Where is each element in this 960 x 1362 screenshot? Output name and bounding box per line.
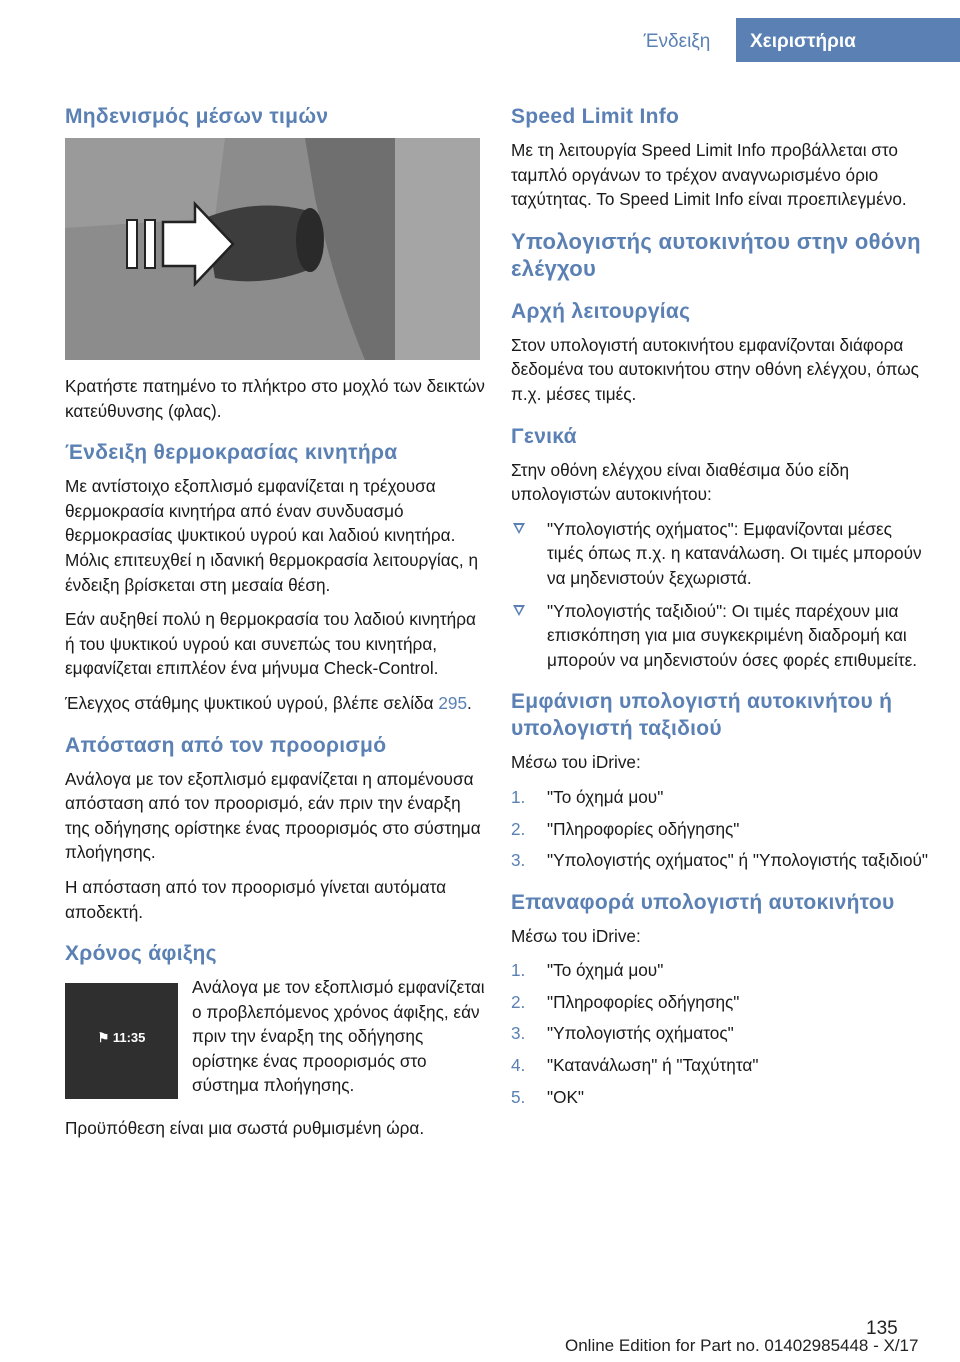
instruction-text: Κρατήστε πατημένο το πλήκτρο στο μοχλό των δεικτών κατεύθυνσης (φλας).: [65, 376, 485, 421]
list-item: "Υπολογιστής ταξιδιού": Οι τιμές παρέχουν μια επισκόπηση για μια συγκεκριμένη διαδρομή και μπορούν να μηδενιστούν όσες φορές επιθυμείτε.: [511, 599, 931, 673]
heading-reset-averages: Μηδενισμός μέσων τιμών: [65, 105, 329, 128]
list-item: 2. "Πληροφορίες οδήγησης": [511, 818, 740, 839]
list-item: 1. "Το όχημά μου": [511, 786, 664, 807]
list-item: 4. "Κατανάλωση" ή "Ταχύτητα": [511, 1055, 759, 1076]
heading-reset-computer: Επαναφορά υπολογιστή αυτοκινήτου: [511, 890, 895, 914]
page-link-295[interactable]: 295: [438, 692, 468, 713]
triangle-bullet-icon: [513, 523, 525, 534]
computer-types-list: [511, 517, 931, 673]
list-item: 2. "Πληροφορίες οδήγησης": [511, 991, 740, 1012]
principle-text: Στον υπολογιστή αυτοκινήτου εμφανίζονται διάφορα δεδομένα του αυτοκινήτου στην οθόνη ελέγχου, όπως π.χ. μέσες τιμές.: [511, 334, 919, 404]
right-column: [511, 103, 931, 1119]
reset-steps-list: [511, 958, 931, 1109]
via-idrive-text: Μέσω του iDrive:: [511, 752, 641, 773]
heading-general: Γενικά: [511, 424, 577, 448]
list-item: 5. "OK": [511, 1086, 585, 1107]
arrival-time-display: [65, 983, 178, 1099]
arrival-time-value: 11:35: [112, 1030, 146, 1046]
general-text: Στην οθόνη ελέγχου είναι διαθέσιμα δύο είδη υπολογιστών αυτοκινήτου:: [511, 459, 850, 505]
list-item: 3. "Υπολογιστής οχήματος": [511, 1023, 734, 1044]
heading-distance-destination: Απόσταση από τον προορισμό: [65, 733, 387, 757]
heading-arrival-time: Χρόνος άφιξης: [65, 942, 217, 966]
footer-edition: Online Edition for Part no. 01402985448 - X/17: [565, 1336, 919, 1355]
heading-onboard-computer: Υπολογιστής αυτοκινήτου στην οθόνη ελέγχου: [511, 228, 921, 281]
left-column: [65, 103, 485, 1151]
arrival-time-text: Ανάλογα με τον εξοπλισμό εμφανίζεται ο προβλεπόμενος χρόνος άφιξης, εάν πριν την έναρξη της οδήγησης ορίστηκε ένας προορισμός στο σύστημα πλοήγησης.: [192, 977, 485, 1096]
distance-text-1: Ανάλογα με τον εξοπλισμό εμφανίζεται η απομένουσα απόσταση από τον προορισμό, εάν πριν την έναρξη της οδήγησης ορίστηκε ένας προορισμός στο σύστημα πλοήγησης.: [65, 768, 481, 863]
header-chapter-tab: Χειριστήρια: [736, 18, 960, 62]
list-item: 3. "Υπολογιστής οχήματος" ή "Υπολογιστής ταξιδιού": [511, 850, 929, 871]
distance-text-2: Η απόσταση από τον προορισμό γίνεται αυτόματα αποδεκτή.: [65, 876, 447, 922]
lever-illustration: [65, 138, 480, 360]
list-item: "Υπολογιστής οχήματος": Εμφανίζονται μέσες τιμές όπως π.χ. η κατανάλωση. Οι τιμές μπορούν να μηδενιστούν ξεχωριστά.: [511, 517, 931, 591]
heading-principle: Αρχή λειτουργίας: [511, 299, 691, 323]
via-idrive-text-2: Μέσω του iDrive:: [511, 925, 641, 946]
heading-speed-limit-info: Speed Limit Info: [511, 105, 680, 128]
engine-temp-text-2: Εάν αυξηθεί πολύ η θερμοκρασία του λαδιού κινητήρα ή του ψυκτικού υγρού και συνεπώς του κινητήρα, εμφανίζεται επιπλέον ένα μήνυμα Check-Control.: [65, 609, 476, 679]
display-steps-list: [511, 785, 931, 873]
speed-limit-text: Με τη λειτουργία Speed Limit Info προβάλλεται στο ταμπλό οργάνων το τρέχον αναγνωρισμένο όριο ταχύτητας. Το Speed Limit Info είναι προεπιλεγμένο.: [511, 140, 907, 210]
heading-display-computer: Εμφάνιση υπολογιστή αυτοκινήτου ή υπολογιστή ταξιδιού: [511, 690, 893, 741]
page-number: 135: [866, 1318, 898, 1339]
triangle-bullet-icon: [513, 605, 525, 616]
header-section-tab: Ένδειξη: [643, 31, 711, 52]
coolant-reference: Έλεγχος στάθμης ψυκτικού υγρού, βλέπε σελίδα 295.: [65, 692, 472, 713]
turn-signal-lever-photo: [65, 138, 480, 360]
precondition-text: Προϋπόθεση είναι μια σωστά ρυθμισμένη ώρα.: [65, 1118, 425, 1139]
engine-temp-text-1: Με αντίστοιχο εξοπλισμό εμφανίζεται η τρέχουσα θερμοκρασία κινητήρα από έναν συνδυασμό θερμοκρασίας ψυκτικού υγρού και λαδιού κινητήρα. Μόλις επιτευχθεί η ιδανική θερμοκρασία λειτουργίας, η ένδειξη βρίσκεται στη μεσαία θέση.: [65, 476, 479, 595]
flag-icon: ⚑: [97, 1030, 113, 1046]
heading-engine-temp: Ένδειξη θερμοκρασίας κινητήρα: [65, 441, 398, 465]
list-item: 1. "Το όχημά μου": [511, 960, 664, 981]
